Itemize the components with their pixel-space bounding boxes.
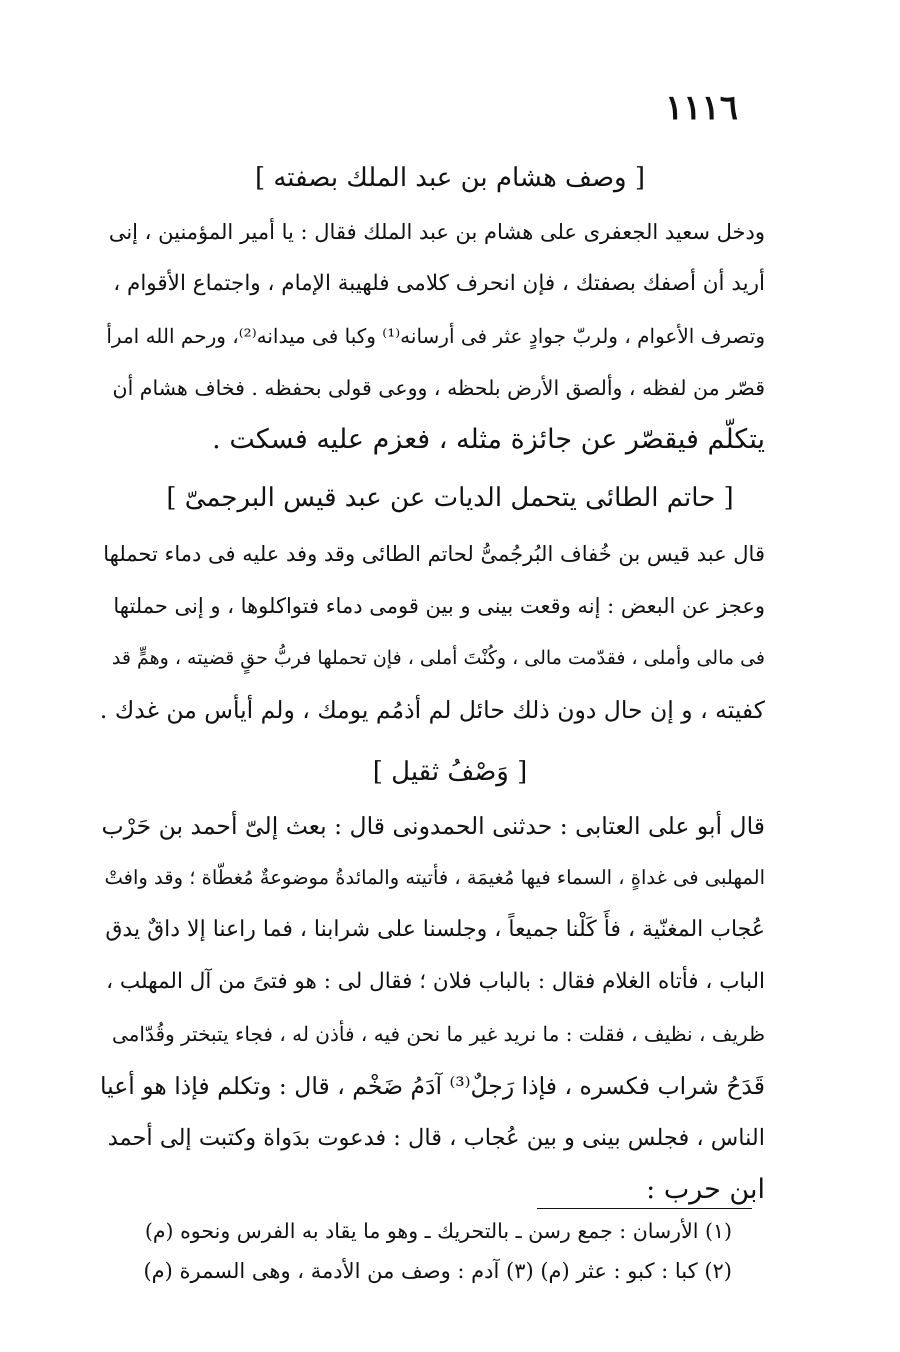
text-line: قال أبو على العتابى : حدثنى الحمدونى قال : بعث إلىّ أحمد بن حَرْب bbox=[101, 812, 765, 840]
text-line: ابن حرب : bbox=[646, 1174, 765, 1205]
text-line: الباب ، فأتاه الغلام فقال : بالباب فلان ؛ فقال لى : هو فتىً من آل المهلب ، bbox=[106, 969, 765, 994]
text-line: أريد أن أصفك بصفتك ، فإن انحرف كلامى فلهيبة الإمام ، واجتماع الأقوام ، bbox=[113, 271, 765, 296]
text-line: وتصرف الأعوام ، ولربّ جوادٍ عثر فى أرسانه⁽¹⁾ وكبا فى ميدانه⁽²⁾، ورحم الله امرأ bbox=[106, 324, 765, 348]
section-heading-thaqil: [ وَصْفُ ثقيل ] bbox=[372, 757, 528, 787]
footnote-2: (٢) كبا : كبو : عثر (م) (٣) آدم : وصف من الأدمة ، وهى السمرة (م) bbox=[143, 1259, 732, 1283]
text-line: ظريف ، نظيف ، فقلت : ما نريد غير ما نحن فيه ، فأذن له ، فجاء يتبختر وقُدّامى bbox=[112, 1022, 765, 1046]
footnote-divider bbox=[537, 1208, 752, 1209]
text-line: الناس ، فجلس بينى و بين عُجاب ، قال : فدعوت بدَواة وكتبت إلى أحمد bbox=[107, 1125, 765, 1151]
page-number: ١١١٦ bbox=[664, 88, 738, 128]
paragraph-hisham bbox=[100, 206, 765, 466]
text-line: قَدَحُ شراب فكسره ، فإذا رَجلٌ⁽³⁾ آدَمُ ضَخْم ، قال : وتكلم فإذا هو أعيا bbox=[100, 1072, 765, 1100]
text-line: يتكلّم فيقصّر عن جائزة مثله ، فعزم عليه فسكت . bbox=[212, 424, 765, 455]
text-line: المهلبى فى غداةٍ ، السماء فيها مُغيمَة ، فأتيته والمائدةُ موضوعةٌ مُغطّاة ؛ وقد وافتْ bbox=[104, 866, 765, 889]
text-line: كفيته ، و إن حال دون ذلك حائل لم أذمُم يومك ، ولم أيأس من غدك . bbox=[99, 696, 765, 724]
section-heading-hatim: [ حاتم الطائى يتحمل الديات عن عبد قيس البرجمىّ ] bbox=[166, 483, 734, 513]
paragraph-hatim bbox=[100, 528, 765, 736]
paragraph-thaqil bbox=[100, 800, 765, 1216]
text-line: قصّر من لفظه ، وألصق الأرض بلحظه ، ووعى قولى بحفظه . فخاف هشام أن bbox=[112, 376, 765, 400]
text-line: ودخل سعيد الجعفرى على هشام بن عبد الملك فقال : يا أمير المؤمنين ، إنى bbox=[108, 220, 765, 244]
text-line: وعجز عن البعض : إنه وقعت بينى و بين قومى دماء فتواكلوها ، و إنى حملتها bbox=[113, 594, 765, 618]
text-line: قال عبد قيس بن خُفاف البُرجُمىُّ لحاتم الطائى وقد وفد عليه فى دماء تحملها bbox=[103, 542, 765, 566]
text-line: عُجاب المغنّية ، فأَ كَلْنا جميعاً ، وجلسنا على شرابنا ، فما راعنا إلا داقٌ يدق bbox=[105, 917, 765, 942]
footnote-1: (١) الأرسان : جمع رسن ـ بالتحريك ـ وهو ما يقاد به الفرس ونحوه (م) bbox=[144, 1219, 732, 1243]
text-line: فى مالى وأملى ، فقدّمت مالى ، وكُنْتَ أملى ، فإن تحملها فربُّ حقٍ قضيته ، وهمٍّ قد bbox=[111, 647, 765, 669]
section-heading-hisham: [ وصف هشام بن عبد الملك بصفته ] bbox=[254, 163, 646, 193]
